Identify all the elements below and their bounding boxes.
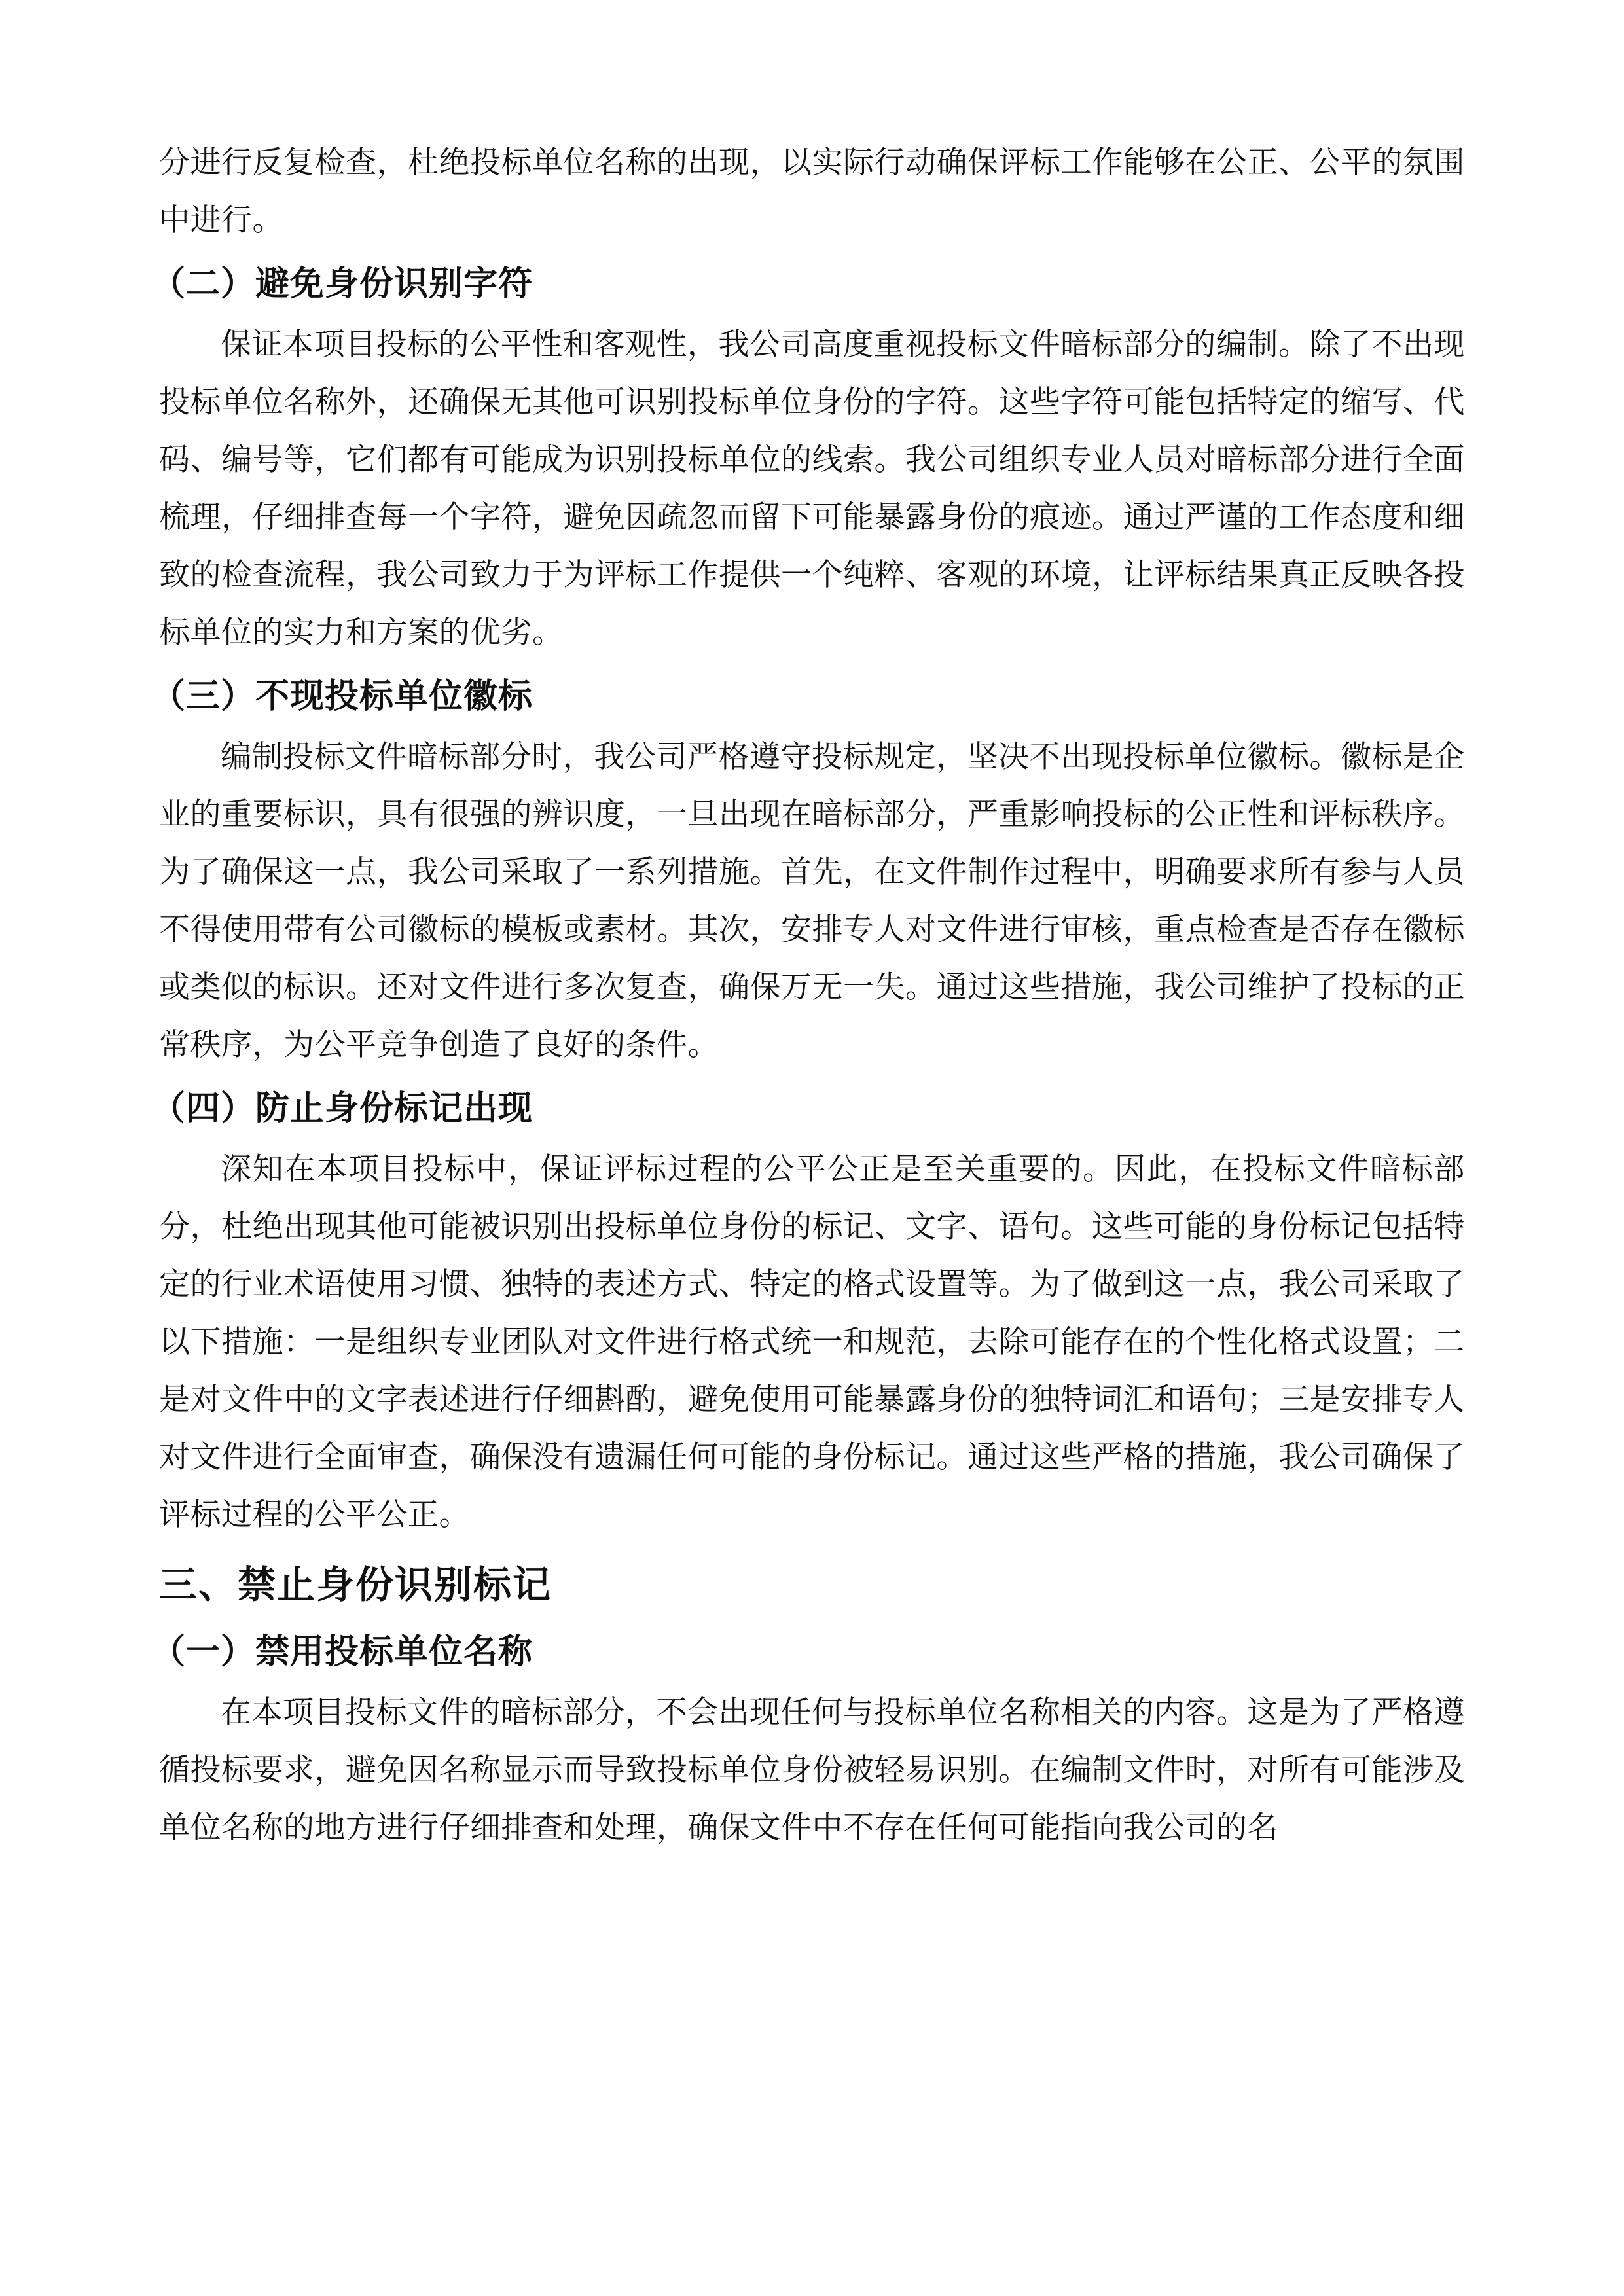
- heading-avoid-identity-characters: （二）避免身份识别字符: [151, 264, 533, 304]
- document-body: [151, 134, 1465, 1857]
- paragraph-avoid-identity-characters: 保证本项目投标的公平性和客观性，我公司高度重视投标文件暗标部分的编制。除了不出现投标单位名称外，还确保无其他可识别投标单位身份的字符。这些字符可能包括特定的缩写、代码、编号等，它们都有可能成为识别投标单位的线索。我公司组织专业人员对暗标部分进行全面梳理，仔细排查每一个字符，避免因疏忽而留下可能暴露身份的痕迹。通过严谨的工作态度和细致的检查流程，我公司致力于为评标工作提供一个纯粹、客观的环境，让评标结果真正反映各投标单位的实力和方案的优劣。: [159, 327, 1465, 651]
- heading-ban-bidder-name: （一）禁用投标单位名称: [151, 1632, 533, 1672]
- paragraph-no-logo: 编制投标文件暗标部分时，我公司严格遵守投标规定，坚决不出现投标单位徽标。徽标是企业的重要标识，具有很强的辨识度，一旦出现在暗标部分，严重影响投标的公正性和评标秩序。为了确保这一点，我公司采取了一系列措施。首先，在文件制作过程中，明确要求所有参与人员不得使用带有公司徽标的模板或素材。其次，安排专人对文件进行审核，重点检查是否存在徽标或类似的标识。还对文件进行多次复查，确保万无一失。通过这些措施，我公司维护了投标的正常秩序，为公平竞争创造了良好的条件。: [159, 739, 1465, 1063]
- heading-no-logo: （三）不现投标单位徽标: [151, 677, 533, 716]
- heading-prevent-identity-marks: （四）防止身份标记出现: [151, 1089, 533, 1128]
- paragraph-ban-bidder-name: 在本项目投标文件的暗标部分，不会出现任何与投标单位名称相关的内容。这是为了严格遵循投标要求，避免因名称显示而导致投标单位身份被轻易识别。在编制文件时，对所有可能涉及单位名称的地方进行仔细排查和处理，确保文件中不存在任何可能指向我公司的名: [159, 1695, 1465, 1846]
- paragraph-prevent-identity-marks: 深知在本项目投标中，保证评标过程的公平公正是至关重要的。因此，在投标文件暗标部分，杜绝出现其他可能被识别出投标单位身份的标记、文字、语句。这些可能的身份标记包括特定的行业术语使用习惯、独特的表述方式、特定的格式设置等。为了做到这一点，我公司采取了以下措施：一是组织专业团队对文件进行格式统一和规范，去除可能存在的个性化格式设置；二是对文件中的文字表述进行仔细斟酌，避免使用可能暴露身份的独特词汇和语句；三是安排专人对文件进行全面审查，确保没有遗漏任何可能的身份标记。通过这些严格的措施，我公司确保了评标过程的公平公正。: [159, 1151, 1465, 1533]
- paragraph-intro: 分进行反复检查，杜绝投标单位名称的出现，以实际行动确保评标工作能够在公正、公平的氛围中进行。: [159, 145, 1465, 238]
- section-heading-prohibit-identity-marks: 三、禁止身份识别标记: [159, 1562, 552, 1607]
